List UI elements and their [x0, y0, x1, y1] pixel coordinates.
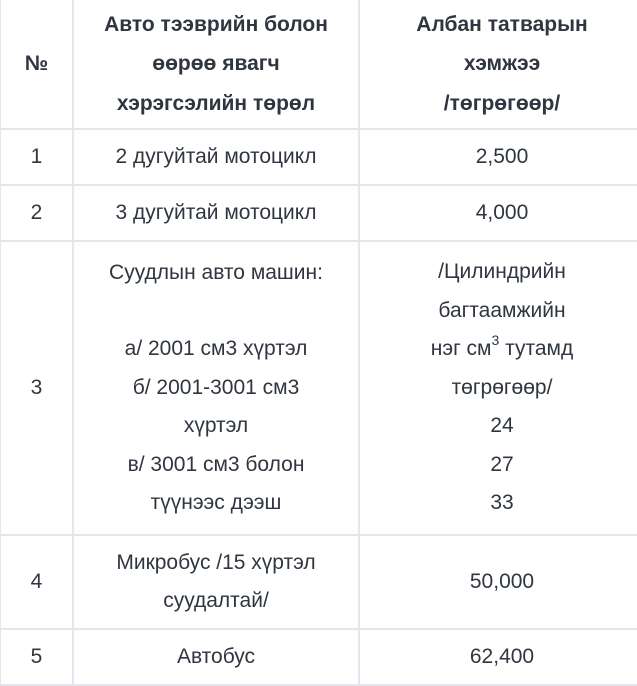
- rate-class-b: 27: [490, 452, 514, 476]
- header-amount-line: /төгрөгөөр/: [443, 91, 561, 115]
- row-number: 5: [0, 629, 73, 685]
- table-row: [0, 129, 637, 185]
- engine-class-b: б/ 2001-3001 см3: [132, 375, 300, 399]
- engine-class-a: а/ 2001 см3 хүртэл: [124, 337, 308, 360]
- header-type-line: хэрэгсэлийн төрөл: [116, 91, 316, 115]
- per-cc-text-cont: тутамд: [499, 337, 574, 361]
- rate-class-a: 24: [490, 414, 514, 438]
- header-type-line: өөрөө явагч: [152, 52, 280, 76]
- table-header-row: [0, 0, 637, 129]
- row-number: 2: [0, 185, 73, 241]
- header-amount-line: хэмжээ: [463, 52, 541, 76]
- per-cc-note-line: төгрөгөөр/: [451, 375, 553, 399]
- header-amount-line: Албан татварын: [416, 12, 588, 36]
- engine-class-c-cont: түүнээс дээш: [150, 491, 282, 514]
- row-number: 1: [0, 129, 73, 185]
- row-tax-amount: 2,500: [359, 129, 637, 185]
- row-tax-amount: [359, 241, 637, 535]
- spacer: [80, 292, 352, 330]
- header-vehicle-type: [73, 0, 359, 129]
- type-line: суудалтай/: [163, 589, 269, 612]
- rate-class-c: 33: [490, 491, 514, 515]
- row-vehicle-type: [73, 535, 359, 629]
- table-row: [0, 185, 637, 241]
- row-number: 3: [0, 241, 73, 535]
- per-cc-note-line: /Цилиндрийн: [438, 260, 566, 284]
- row-vehicle-type: Автобус: [73, 629, 359, 685]
- row-tax-amount: 62,400: [359, 629, 637, 685]
- engine-class-c: в/ 3001 см3 болон: [127, 452, 305, 476]
- header-number: №: [0, 0, 73, 129]
- row-tax-amount: 4,000: [359, 185, 637, 241]
- row-vehicle-type: [73, 241, 359, 535]
- row-vehicle-type: 2 дугуйтай мотоцикл: [73, 129, 359, 185]
- type-line: Микробус /15 хүртэл: [116, 550, 316, 574]
- header-tax-amount: [359, 0, 637, 129]
- table-row: [0, 241, 637, 535]
- passenger-car-title: Суудлын авто машин:: [109, 260, 323, 284]
- per-cc-note-line: [366, 330, 637, 369]
- cubic-superscript: 3: [491, 332, 500, 349]
- table-row: [0, 629, 637, 685]
- table-row: [0, 535, 637, 629]
- row-number: 4: [0, 535, 73, 629]
- engine-class-b-cont: хүртэл: [183, 414, 249, 437]
- per-cc-note-line: багтаамжийн: [438, 298, 566, 322]
- row-tax-amount: 50,000: [359, 535, 637, 629]
- per-cc-text: нэг см: [430, 337, 492, 361]
- header-type-line: Авто тээврийн болон: [104, 12, 328, 36]
- row-vehicle-type: 3 дугуйтай мотоцикл: [73, 185, 359, 241]
